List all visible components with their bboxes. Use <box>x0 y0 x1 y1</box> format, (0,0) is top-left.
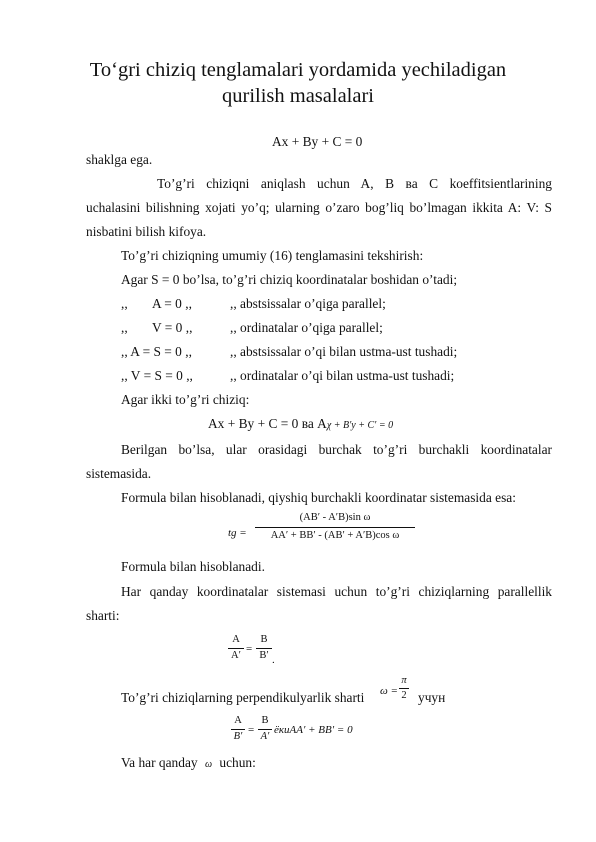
formula-parallel-den-1: A′ <box>231 650 241 661</box>
formula-perp-num-1: A <box>234 715 242 726</box>
formula-perp-den-2: A′ <box>260 731 270 742</box>
formula-parallel-bar-2 <box>256 648 272 649</box>
general-equation: Ax + By + C = 0 <box>272 134 363 149</box>
formula-parallel-bar-1 <box>228 648 244 649</box>
formula-perp-fraction-2 <box>258 715 272 745</box>
paragraph-ikki: Agar ikki to’g’ri chiziq: <box>121 392 250 407</box>
formula-parallel-eq: = <box>246 643 253 655</box>
paragraph-perpendicular-tail: учун <box>418 690 446 705</box>
paragraph-tekshirish: To’g’ri chiziqning umumiy (16) tenglamasini tekshirish: <box>121 248 424 263</box>
title-line-2: qurilish masalalari <box>222 85 374 107</box>
page-title <box>60 57 536 109</box>
formula-perp-den-1: B′ <box>233 731 243 742</box>
case-line-3-condition: V = 0 ,, <box>152 320 193 335</box>
formula-perp-fraction-1 <box>231 715 245 745</box>
paragraph-coefficients-line3: nisbatini bilish kifoya. <box>86 224 207 239</box>
paragraph-va-tail: uchun: <box>219 755 256 770</box>
case-line-2-ditto: ,, <box>121 296 128 311</box>
paragraph-va-har <box>121 755 256 773</box>
formula-omega-num: π <box>401 675 407 686</box>
equation-pair-main: Ax + By + C = 0 ва A <box>208 416 327 431</box>
paragraph-berilgan-line1: Berilgan bo’lsa, ular orasidagi burchak to’g’ri burchakli koordinatalar <box>121 442 552 457</box>
paragraph-coefficients-line1: To’g’ri chiziqni aniqlash uchun A, B ва C koeffitsientlarining <box>157 176 552 191</box>
paragraph-coefficients-line2: uchalasini bilishning xojati yo’q; ularning o’zaro bog’liq bo’lmagan ikkita A: V: S <box>86 200 552 215</box>
formula-omega-bar <box>399 688 409 689</box>
formula-omega-den: 2 <box>401 690 407 701</box>
formula-tg-numerator: (AB′ - A′B)sin ω <box>299 512 371 523</box>
formula-perp-bar-1 <box>231 729 245 730</box>
equation-pair-tail: χ + B′y + C′ = 0 <box>326 420 394 431</box>
case-line-3-result: ,, ordinatalar o’qiga parallel; <box>230 320 383 335</box>
paragraph-har-line1: Har qanday koordinatalar sistemasi uchun to’g’ri chiziqlarning parallellik <box>121 584 552 599</box>
formula-tg-bar <box>255 527 415 528</box>
paragraph-har-line2: sharti: <box>86 608 120 623</box>
formula-parallel-den-2: B′ <box>259 650 269 661</box>
formula-parallel-num-1: A <box>232 634 240 645</box>
case-line-3-ditto: ,, <box>121 320 128 335</box>
formula-tg-fraction <box>255 512 415 546</box>
formula-parallel-fraction-2 <box>256 634 272 664</box>
formula-parallel-num-2: B <box>260 634 268 645</box>
paragraph-shaklga: shaklga ega. <box>86 152 153 167</box>
paragraph-va-text: Va har qanday <box>121 755 198 770</box>
formula-perp-tail: ёкиAA′ + BB′ = 0 <box>274 724 353 736</box>
paragraph-formula-qiyshiq: Formula bilan hisoblanadi, qiyshiq burchakli koordinatar sistemasida esa: <box>121 490 516 505</box>
formula-parallel-tail: . <box>272 654 275 666</box>
formula-perp-num-2: B <box>261 715 269 726</box>
formula-tg-lhs: tg = <box>228 527 247 539</box>
case-line-5-condition: ,, V = S = 0 ,, <box>121 368 193 383</box>
paragraph-berilgan-line2: sistemasida. <box>86 466 152 481</box>
case-line-4-condition: ,, A = S = 0 ,, <box>121 344 192 359</box>
formula-tg-denominator: AA′ + BB′ - (AB′ + A′B)cos ω <box>270 530 400 541</box>
paragraph-formula-hisob: Formula bilan hisoblanadi. <box>121 559 265 574</box>
formula-perp-bar-2 <box>258 729 272 730</box>
case-line-2-result: ,, abstsissalar o’qiga parallel; <box>230 296 386 311</box>
formula-parallel-fraction-1 <box>228 634 244 664</box>
case-line-1: Agar S = 0 bo’lsa, to’g’ri chiziq koordinatalar boshidan o’tadi; <box>121 272 458 287</box>
case-line-5-result: ,, ordinatalar o’qi bilan ustma-ust tushadi; <box>230 368 455 383</box>
formula-omega-lhs: ω = <box>380 685 398 697</box>
title-line-1: To‘gri chiziq tenglamalari yordamida yechiladigan <box>89 59 507 81</box>
paragraph-va-omega: ω <box>204 759 213 770</box>
case-line-2-condition: A = 0 ,, <box>152 296 192 311</box>
paragraph-perpendicular: To’g’ri chiziqlarning perpendikulyarlik sharti <box>121 690 365 705</box>
formula-perp-eq: = <box>248 724 255 736</box>
equation-pair <box>208 416 393 434</box>
case-line-4-result: ,, abstsissalar o’qi bilan ustma-ust tushadi; <box>230 344 458 359</box>
formula-omega-fraction <box>399 675 409 703</box>
